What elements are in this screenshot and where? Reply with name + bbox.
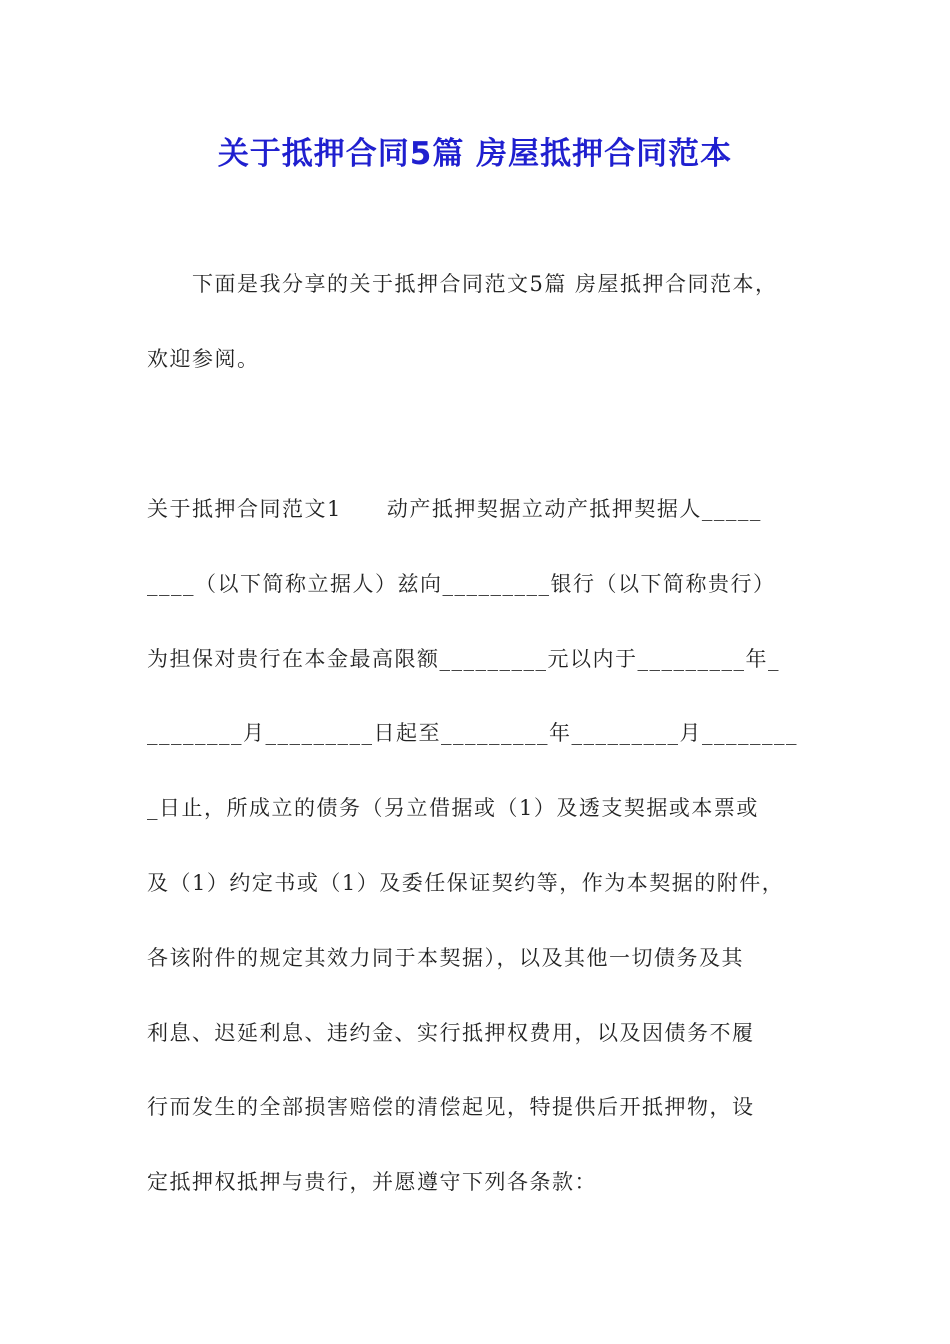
body-line-2: ____（以下简称立据人）兹向_________银行（以下简称贵行）	[147, 572, 776, 596]
body-line-9: 行而发生的全部损害赔偿的清偿起见，特提供后开抵押物，设	[147, 1095, 755, 1119]
body-line-4: ________月_________日起至_________年_________月________	[147, 721, 798, 745]
body-line-3: 为担保对贵行在本金最高限额_________元以内于_________年_	[147, 647, 780, 671]
intro-line-1: 下面是我分享的关于抵押合同范文5篇 房屋抵押合同范本，	[192, 272, 778, 296]
intro-line-2: 欢迎参阅。	[147, 347, 260, 371]
body-line-10: 定抵押权抵押与贵行，并愿遵守下列各条款：	[147, 1170, 597, 1194]
body-line-7: 各该附件的规定其效力同于本契据），以及其他一切债务及其	[147, 946, 744, 970]
body-line-8: 利息、迟延利息、违约金、实行抵押权费用，以及因债务不履	[147, 1021, 755, 1045]
document-title: 关于抵押合同5篇 房屋抵押合同范本	[217, 136, 733, 172]
body-line-5: _日止，所成立的债务（另立借据或（1）及透支契据或本票或	[147, 796, 759, 820]
body-line-6: 及（1）约定书或（1）及委任保证契约等，作为本契据的附件，	[147, 871, 785, 895]
body-line-1: 关于抵押合同范文1 动产抵押契据立动产抵押契据人_____	[147, 497, 762, 521]
